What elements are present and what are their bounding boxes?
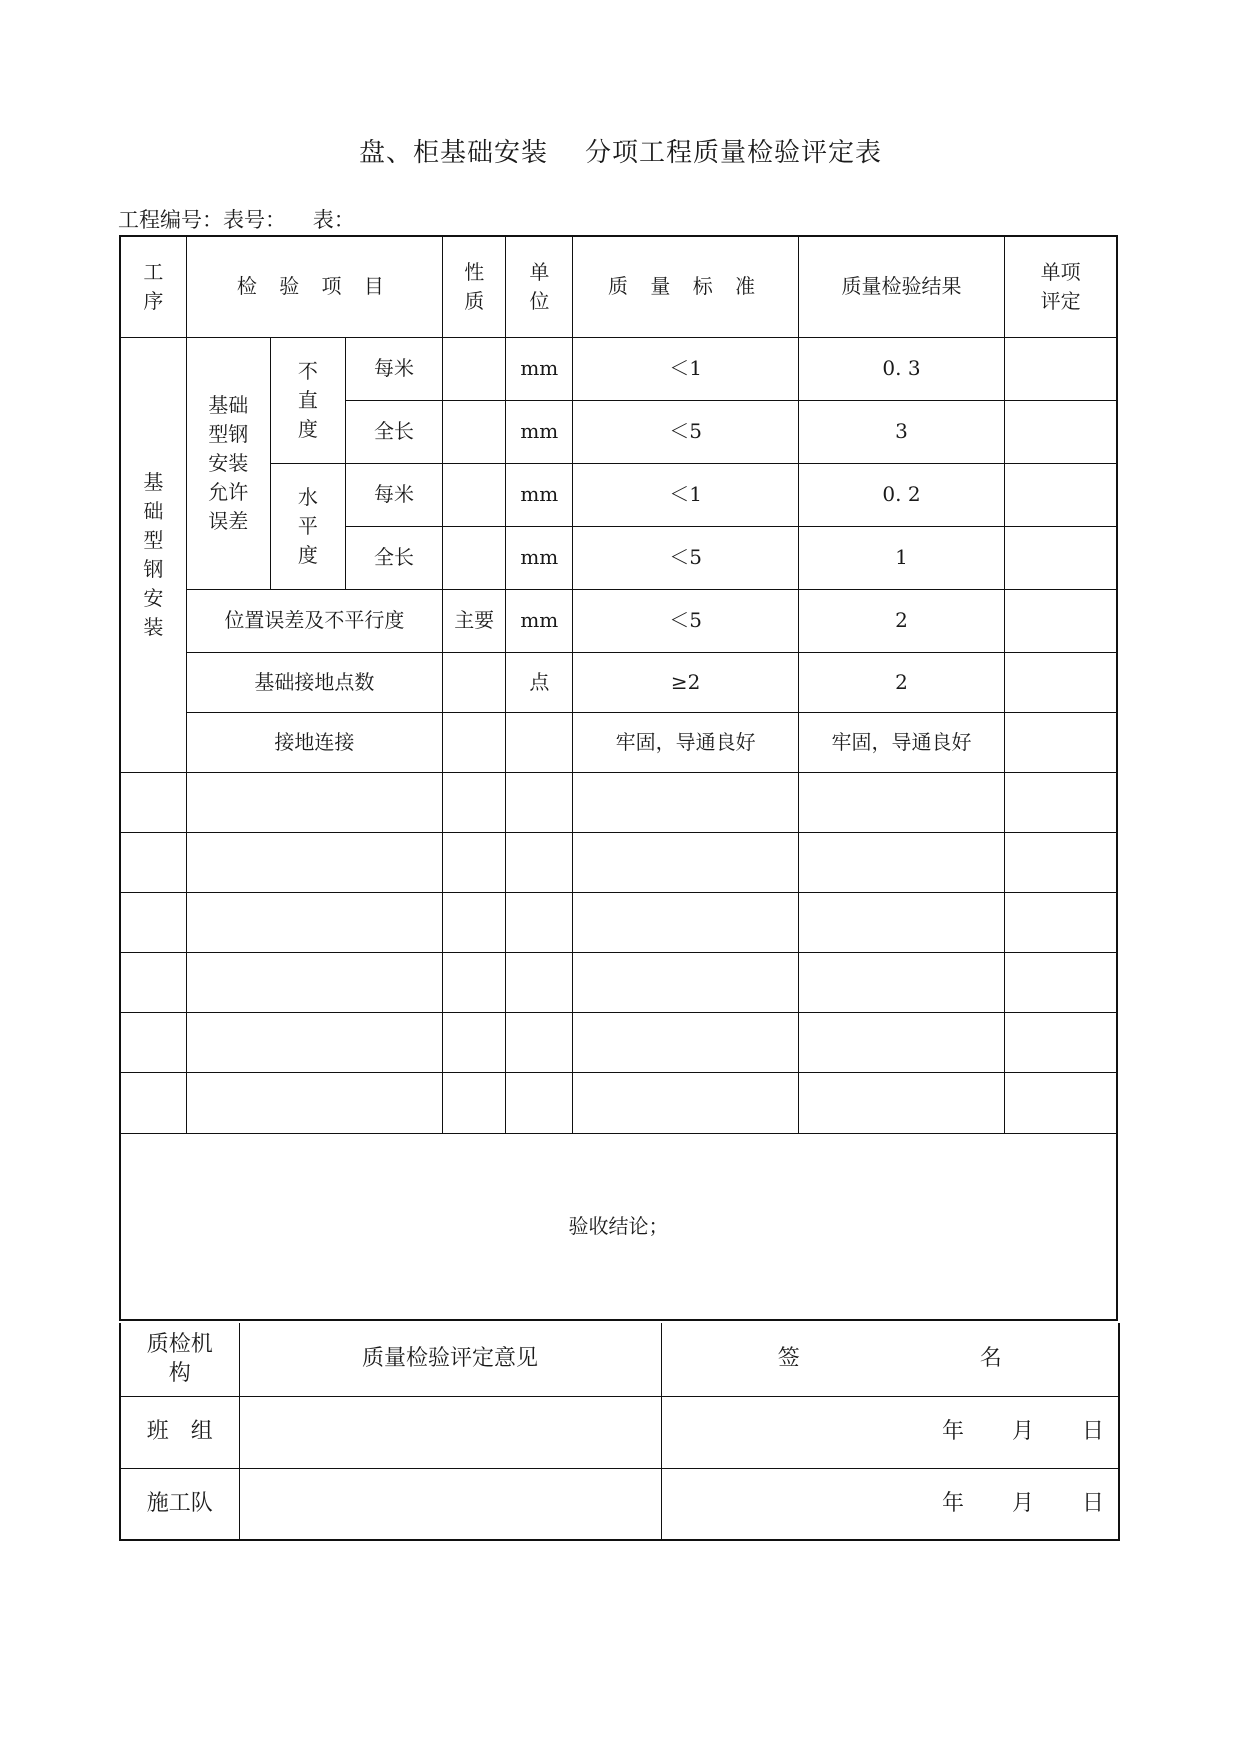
- item-nature: [443, 712, 506, 772]
- empty-row: [120, 772, 1117, 832]
- item-name: 基础接地点数: [186, 652, 443, 712]
- signature-row: [120, 1396, 1119, 1468]
- item-unit: mm: [506, 400, 573, 463]
- header-row: [120, 236, 1117, 337]
- date-cell: 年 月 日: [661, 1468, 1119, 1540]
- signature-header-row: [120, 1323, 1119, 1396]
- item-eval: [1005, 526, 1117, 589]
- item-name: 全长: [345, 400, 442, 463]
- empty-row: [120, 892, 1117, 952]
- item-result: 牢固，导通良好: [798, 712, 1004, 772]
- signature-table: [119, 1323, 1120, 1541]
- table-row: [120, 589, 1117, 652]
- opinion-label: 质量检验评定意见: [239, 1323, 661, 1396]
- date-cell: 年 月 日: [661, 1396, 1119, 1468]
- item-nature: [443, 463, 506, 526]
- opinion-cell: [239, 1396, 661, 1468]
- straightness-cell: 不 直 度: [270, 337, 345, 463]
- item-standard: ＜1: [573, 463, 798, 526]
- header-single-eval: 单项 评定: [1005, 236, 1117, 337]
- item-result: 0. 2: [798, 463, 1004, 526]
- table-row: [120, 652, 1117, 712]
- item-result: 0. 3: [798, 337, 1004, 400]
- item-standard: ＜1: [573, 337, 798, 400]
- empty-row: [120, 832, 1117, 892]
- item-nature: [443, 526, 506, 589]
- item-unit: mm: [506, 526, 573, 589]
- item-standard: ＜5: [573, 526, 798, 589]
- item-name: 每米: [345, 337, 442, 400]
- table-row: [120, 463, 1117, 526]
- item-eval: [1005, 652, 1117, 712]
- item-unit: mm: [506, 337, 573, 400]
- item-unit: [506, 712, 573, 772]
- empty-row: [120, 1072, 1117, 1133]
- org-name: 班 组: [120, 1396, 239, 1468]
- header-standard: 质 量 标 准: [573, 236, 798, 337]
- item-eval: [1005, 712, 1117, 772]
- item-nature: [443, 337, 506, 400]
- header-result: 质量检验结果: [798, 236, 1004, 337]
- item-eval: [1005, 337, 1117, 400]
- levelness-cell: 水 平 度: [270, 463, 345, 589]
- item-unit: mm: [506, 463, 573, 526]
- item-name: 接地连接: [186, 712, 443, 772]
- header-item: 检 验 项 目: [186, 236, 443, 337]
- form-meta-line: 工程编号：表号： 表：: [118, 208, 355, 232]
- empty-row: [120, 1012, 1117, 1072]
- process-cell: 基 础 型 钢 安 装: [120, 337, 186, 772]
- item-result: 1: [798, 526, 1004, 589]
- item-name: 位置误差及不平行度: [186, 589, 443, 652]
- opinion-cell: [239, 1468, 661, 1540]
- header-process: 工 序: [120, 236, 186, 337]
- item-standard: 牢固，导通良好: [573, 712, 798, 772]
- signature-row: [120, 1468, 1119, 1540]
- header-nature: 性 质: [443, 236, 506, 337]
- empty-row: [120, 952, 1117, 1012]
- item-eval: [1005, 400, 1117, 463]
- item-nature: 主要: [443, 589, 506, 652]
- form-title: 盘、柜基础安装 分项工程质量检验评定表: [358, 138, 883, 168]
- conclusion-row: [120, 1133, 1117, 1320]
- conclusion-label: 验收结论；: [120, 1133, 1117, 1320]
- inspection-table: [119, 235, 1118, 1321]
- item-result: 2: [798, 589, 1004, 652]
- item-name: 全长: [345, 526, 442, 589]
- item-result: 2: [798, 652, 1004, 712]
- item-eval: [1005, 589, 1117, 652]
- header-unit: 单 位: [506, 236, 573, 337]
- table-row: [120, 337, 1117, 400]
- table-row: [120, 712, 1117, 772]
- item-unit: mm: [506, 589, 573, 652]
- item-standard: ＜5: [573, 589, 798, 652]
- sub-group-cell: 基础 型钢 安装 允许 误差: [186, 337, 270, 589]
- item-nature: [443, 400, 506, 463]
- org-label: 质检机 构: [120, 1323, 239, 1396]
- item-result: 3: [798, 400, 1004, 463]
- item-standard: ＜5: [573, 400, 798, 463]
- item-unit: 点: [506, 652, 573, 712]
- item-eval: [1005, 463, 1117, 526]
- item-nature: [443, 652, 506, 712]
- signature-label: 签 名: [661, 1323, 1119, 1396]
- item-name: 每米: [345, 463, 442, 526]
- org-name: 施工队: [120, 1468, 239, 1540]
- item-standard: ≥2: [573, 652, 798, 712]
